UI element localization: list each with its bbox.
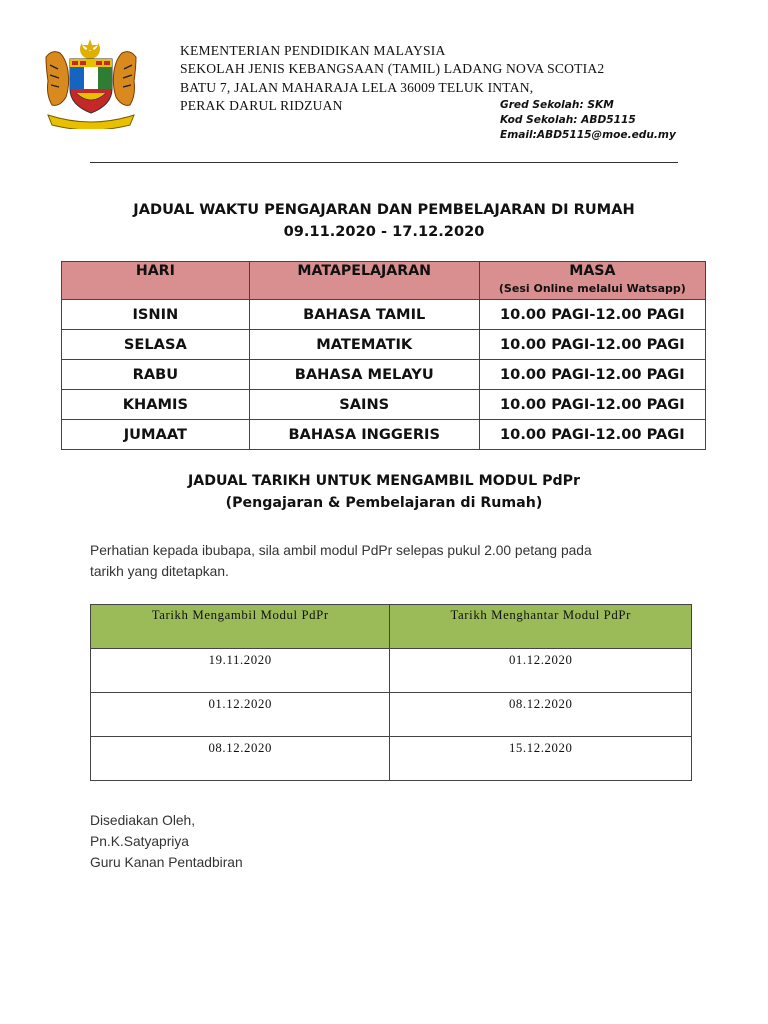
header-masa-label: MASA — [569, 263, 616, 279]
header-masa-note: (Sesi Online melalui Watsapp) — [498, 282, 686, 295]
school-email: Email:ABD5115@moe.edu.my — [500, 129, 676, 141]
time-cell: 10.00 PAGI-12.00 PAGI — [479, 300, 705, 330]
table-row — [62, 300, 706, 330]
day-cell: KHAMIS — [62, 390, 250, 420]
signatory-name: Pn.K.Satyapriya — [90, 834, 189, 849]
module-title — [0, 470, 768, 514]
school-name: SEKOLAH JENIS KEBANGSAAN (TAMIL) LADANG NOVA SCOTIA2 — [180, 61, 605, 77]
school-grade: Gred Sekolah: SKM — [500, 99, 614, 111]
address-line-1: BATU 7, JALAN MAHARAJA LELA 36009 TELUK INTAN, — [180, 79, 534, 95]
school-code: Kod Sekolah: ABD5115 — [500, 114, 636, 126]
subject-cell: BAHASA MELAYU — [249, 360, 479, 390]
time-cell: 10.00 PAGI-12.00 PAGI — [479, 330, 705, 360]
header-take-date: Tarikh Mengambil Modul PdPr — [91, 605, 390, 649]
header-subject: MATAPELAJARAN — [249, 262, 479, 300]
parent-notice — [90, 540, 690, 582]
notice-line-1: Perhatian kepada ibubapa, sila ambil modul PdPr selepas pukul 2.00 petang pada — [90, 543, 592, 558]
signature-block — [90, 810, 243, 873]
table-row — [91, 649, 692, 693]
take-date-cell: 01.12.2020 — [91, 693, 390, 737]
module-subtitle: (Pengajaran & Pembelajaran di Rumah) — [225, 495, 543, 511]
table-row — [62, 390, 706, 420]
header-hari: HARI — [62, 262, 250, 300]
timetable-table — [61, 261, 706, 450]
prepared-by-label: Disediakan Oleh, — [90, 813, 196, 828]
timetable-heading: JADUAL WAKTU PENGAJARAN DAN PEMBELAJARAN DI RUMAH — [133, 201, 635, 218]
day-cell: JUMAAT — [62, 420, 250, 450]
coat-of-arms-icon — [42, 37, 140, 129]
subject-cell: BAHASA TAMIL — [249, 300, 479, 330]
table-row — [62, 360, 706, 390]
send-date-cell: 01.12.2020 — [390, 649, 692, 693]
time-cell: 10.00 PAGI-12.00 PAGI — [479, 360, 705, 390]
table-row — [91, 737, 692, 781]
day-cell: SELASA — [62, 330, 250, 360]
day-cell: ISNIN — [62, 300, 250, 330]
module-heading: JADUAL TARIKH UNTUK MENGAMBIL MODUL PdPr — [187, 473, 581, 489]
take-date-cell: 19.11.2020 — [91, 649, 390, 693]
address-line-2: PERAK DARUL RIDZUAN — [180, 97, 343, 113]
table-row — [91, 693, 692, 737]
header-masa — [479, 262, 705, 300]
timetable-dates: 09.11.2020 - 17.12.2020 — [283, 223, 485, 240]
time-cell: 10.00 PAGI-12.00 PAGI — [479, 420, 705, 450]
signatory-position: Guru Kanan Pentadbiran — [90, 855, 243, 870]
school-info — [500, 98, 676, 143]
module-header-row — [91, 605, 692, 649]
send-date-cell: 08.12.2020 — [390, 693, 692, 737]
module-table — [90, 604, 692, 781]
send-date-cell: 15.12.2020 — [390, 737, 692, 781]
take-date-cell: 08.12.2020 — [91, 737, 390, 781]
header-divider — [90, 162, 678, 163]
ministry-name: KEMENTERIAN PENDIDIKAN MALAYSIA — [180, 43, 446, 58]
subject-cell: SAINS — [249, 390, 479, 420]
time-cell: 10.00 PAGI-12.00 PAGI — [479, 390, 705, 420]
timetable-header-row — [62, 262, 706, 300]
day-cell: RABU — [62, 360, 250, 390]
subject-cell: MATEMATIK — [249, 330, 479, 360]
subject-cell: BAHASA INGGERIS — [249, 420, 479, 450]
timetable-title — [0, 199, 768, 243]
header-send-date: Tarikh Menghantar Modul PdPr — [390, 605, 692, 649]
table-row — [62, 420, 706, 450]
notice-line-2: tarikh yang ditetapkan. — [90, 564, 229, 579]
table-row — [62, 330, 706, 360]
